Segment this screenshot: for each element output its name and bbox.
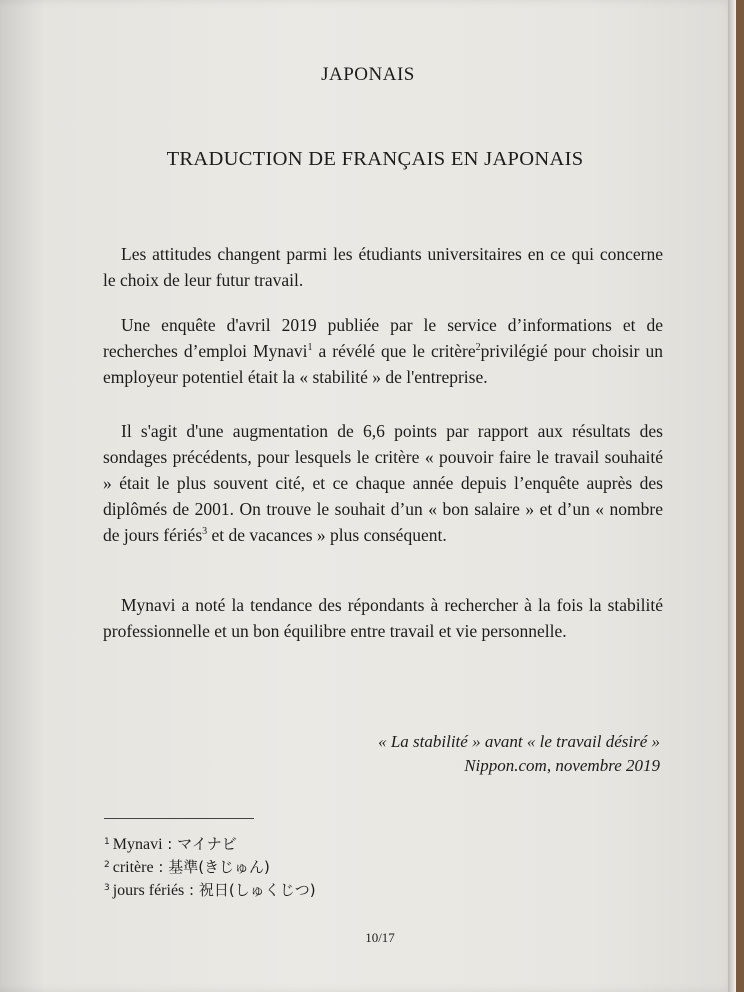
- footnote-separator: :: [162, 835, 178, 853]
- footnote-ref-1: 1: [307, 342, 313, 353]
- paragraph-2-text-b: a révélé que le critère: [312, 341, 476, 361]
- paragraph-4-text: Mynavi a noté la tendance des répondants à rechercher à la fois la stabilité professionnelle et un bon équilibre entre travail et vie personnelle.: [103, 595, 663, 641]
- paragraph-3-text-b: et de vacances » plus conséquent.: [207, 525, 447, 545]
- paragraph-2: [103, 312, 663, 390]
- citation-source: Nippon.com, novembre 2019: [464, 756, 660, 775]
- paragraph-1: [103, 241, 663, 293]
- citation-title: « La stabilité » avant « le travail désiré »: [378, 732, 660, 751]
- page-header: JAPONAIS: [321, 64, 415, 85]
- footnote-1: [104, 832, 316, 855]
- footnote-separator: :: [153, 858, 169, 876]
- paragraph-3-text-a: Il s'agit d'une augmentation de 6,6 points par rapport aux résultats des sondages précédents, pour lesquels le critère « pouvoir faire le travail souhaité » était le plus souvent cité, et ce chaque année depuis l’enquête auprès des diplômés de 2001. On trouve le souhait d’un « bon salaire » et d’un « nombre de jours fériés: [103, 421, 663, 545]
- paragraph-2-text-c: privilégié pour choisir un employeur potentiel était la « stabilité » de l'entreprise.: [103, 341, 663, 387]
- footnote-separator: :: [184, 881, 199, 899]
- page-title: TRADUCTION DE FRANÇAIS EN JAPONAIS: [166, 148, 584, 170]
- footnote-ref-2: 2: [475, 342, 481, 353]
- footnote-translation: マイナビ: [177, 835, 237, 853]
- paragraph-3: [103, 418, 663, 548]
- footnote-translation: 祝日(しゅくじつ): [198, 881, 316, 899]
- footnote-number: 3: [104, 883, 110, 893]
- footnote-term: critère: [112, 859, 154, 876]
- footnote-term: Mynavi: [112, 836, 163, 853]
- footnote-term: jours fériés: [112, 882, 185, 899]
- footnotes: [104, 832, 316, 901]
- footnote-number: 2: [104, 860, 110, 870]
- paragraph-2-text-a: Une enquête d'avril 2019 publiée par le service d’informations et de recherches d’emploi Mynavi: [103, 315, 663, 361]
- footnote-ref-3: 3: [202, 526, 208, 537]
- paragraph-1-text: Les attitudes changent parmi les étudiants universitaires en ce qui concerne le choix de leur futur travail.: [103, 244, 663, 290]
- paragraph-4: [103, 592, 663, 644]
- footnote-number: 1: [104, 837, 110, 847]
- footnote-divider: [104, 818, 254, 819]
- source-citation: [378, 730, 660, 778]
- footnote-translation: 基準(きじゅん): [168, 858, 270, 876]
- footnote-2: [104, 855, 316, 878]
- footnote-3: [104, 878, 316, 901]
- page-number: 10/17: [365, 930, 395, 945]
